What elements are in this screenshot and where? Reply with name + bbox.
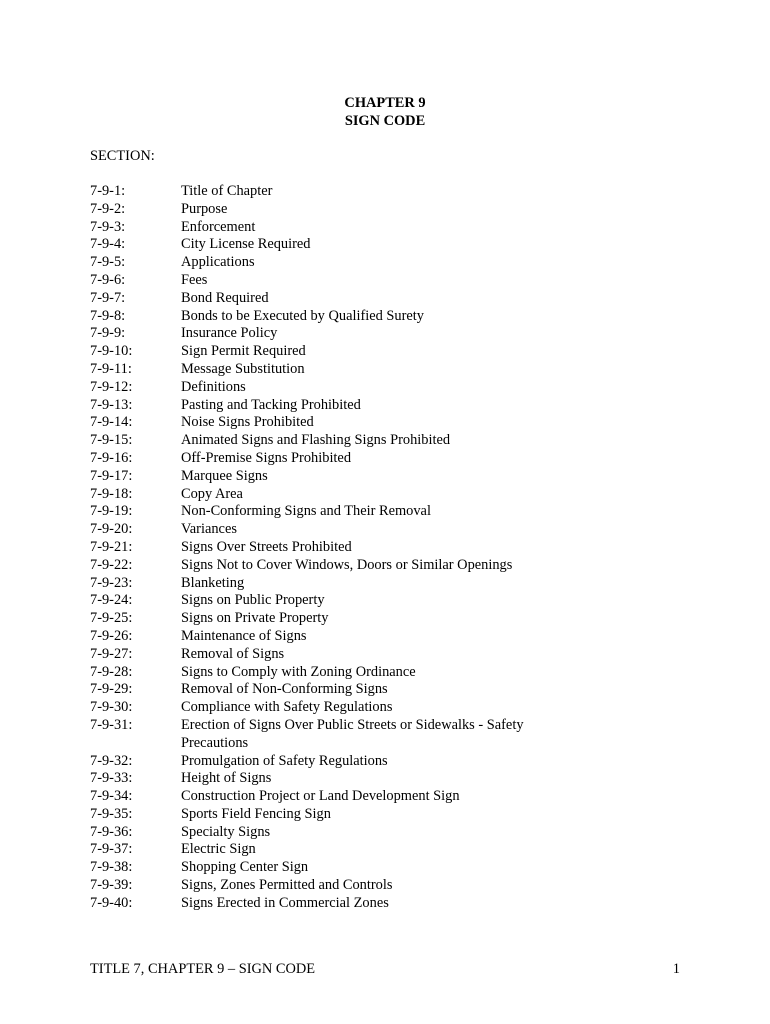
section-entry: [90, 646, 570, 664]
section-entry: [90, 254, 570, 272]
section-number: 7-9-18:: [90, 485, 133, 502]
section-number: 7-9-23:: [90, 574, 133, 591]
section-entry: [90, 486, 570, 504]
section-title: Applications: [181, 254, 255, 271]
section-entry: [90, 201, 570, 219]
section-number: 7-9-5:: [90, 254, 126, 271]
section-entry: [90, 397, 570, 415]
section-list: [90, 183, 570, 913]
section-number: 7-9-2:: [90, 200, 126, 217]
section-title: Fees: [181, 271, 208, 288]
section-title: Signs Erected in Commercial Zones: [181, 894, 389, 911]
section-number: 7-9-30:: [90, 699, 133, 716]
section-title: Height of Signs: [181, 770, 272, 787]
section-number: 7-9-35:: [90, 805, 133, 822]
section-entry: [90, 895, 570, 913]
section-number: 7-9-8:: [90, 307, 126, 324]
section-entry: [90, 841, 570, 859]
section-entry: [90, 717, 570, 753]
section-number: 7-9-33:: [90, 770, 133, 787]
section-title: Shopping Center Sign: [181, 859, 309, 876]
section-number: 7-9-4:: [90, 236, 126, 253]
section-entry: [90, 681, 570, 699]
section-title: Construction Project or Land Development Sign: [181, 788, 460, 805]
section-entry: [90, 219, 570, 237]
section-number: 7-9-19:: [90, 503, 133, 520]
section-number: 7-9-37:: [90, 841, 133, 858]
section-title: Sign Permit Required: [181, 343, 306, 360]
section-number: 7-9-7:: [90, 289, 126, 306]
section-entry: [90, 236, 570, 254]
chapter-heading: [0, 94, 770, 130]
section-entry: [90, 414, 570, 432]
section-number: 7-9-6:: [90, 271, 126, 288]
section-entry: [90, 361, 570, 379]
section-entry: [90, 753, 570, 771]
section-entry: [90, 824, 570, 842]
section-number: 7-9-1:: [90, 183, 126, 199]
section-entry: [90, 432, 570, 450]
section-entry: [90, 592, 570, 610]
section-title: Promulgation of Safety Regulations: [181, 752, 388, 769]
section-entry: [90, 450, 570, 468]
section-title: Insurance Policy: [181, 325, 278, 342]
section-number: 7-9-20:: [90, 521, 133, 538]
section-number: 7-9-17:: [90, 467, 133, 484]
section-entry: [90, 521, 570, 539]
section-number: 7-9-32:: [90, 752, 133, 769]
section-entry: [90, 610, 570, 628]
section-title: Erection of Signs Over Public Streets or Sidewalks - Safety Precautions: [181, 716, 524, 751]
section-title: Definitions: [181, 378, 246, 395]
section-title: Blanketing: [181, 574, 245, 591]
section-title: Sports Field Fencing Sign: [181, 805, 331, 822]
section-number: 7-9-25:: [90, 610, 133, 627]
section-number: 7-9-21:: [90, 538, 133, 555]
section-title: Signs Not to Cover Windows, Doors or Similar Openings: [181, 556, 513, 573]
section-number: 7-9-10:: [90, 343, 133, 360]
section-entry: [90, 806, 570, 824]
section-entry: [90, 308, 570, 326]
section-entry: [90, 770, 570, 788]
section-entry: [90, 628, 570, 646]
section-number: 7-9-36:: [90, 823, 133, 840]
section-number: 7-9-3:: [90, 218, 126, 235]
section-title: Non-Conforming Signs and Their Removal: [181, 503, 431, 520]
section-number: 7-9-38:: [90, 859, 133, 876]
section-number: 7-9-22:: [90, 556, 133, 573]
section-title: Removal of Non-Conforming Signs: [181, 681, 388, 698]
section-entry: [90, 557, 570, 575]
section-entry: [90, 183, 570, 201]
section-title: Compliance with Safety Regulations: [181, 699, 393, 716]
section-entry: [90, 379, 570, 397]
section-entry: [90, 788, 570, 806]
section-number: 7-9-9:: [90, 325, 126, 342]
section-title: Signs to Comply with Zoning Ordinance: [181, 663, 416, 680]
section-title: Electric Sign: [181, 841, 256, 858]
section-title: Signs, Zones Permitted and Controls: [181, 877, 393, 894]
section-number: 7-9-39:: [90, 877, 133, 894]
page-footer: [90, 960, 680, 978]
section-title: Bonds to be Executed by Qualified Surety: [181, 307, 424, 324]
section-title: Bond Required: [181, 289, 269, 306]
section-title: Animated Signs and Flashing Signs Prohibited: [181, 432, 451, 449]
footer-title: TITLE 7, CHAPTER 9 – SIGN CODE: [90, 961, 316, 977]
section-title: Enforcement: [181, 218, 256, 235]
section-title: Signs on Private Property: [181, 610, 329, 627]
section-number: 7-9-28:: [90, 663, 133, 680]
section-number: 7-9-29:: [90, 681, 133, 698]
section-entry: [90, 699, 570, 717]
section-title: Maintenance of Signs: [181, 627, 307, 644]
section-entry: [90, 539, 570, 557]
section-number: 7-9-14:: [90, 414, 133, 431]
section-number: 7-9-24:: [90, 592, 133, 609]
section-number: 7-9-27:: [90, 645, 133, 662]
section-title: Title of Chapter: [181, 183, 273, 199]
section-title: Marquee Signs: [181, 467, 268, 484]
section-title: Removal of Signs: [181, 645, 285, 662]
section-title: Variances: [181, 521, 237, 538]
section-title: Signs Over Streets Prohibited: [181, 538, 352, 555]
section-title: Pasting and Tacking Prohibited: [181, 396, 361, 413]
chapter-number: CHAPTER 9: [344, 95, 426, 111]
section-title: Purpose: [181, 200, 228, 217]
section-number: 7-9-12:: [90, 378, 133, 395]
section-number: 7-9-40:: [90, 894, 133, 911]
section-entry: [90, 343, 570, 361]
section-entry: [90, 877, 570, 895]
section-number: 7-9-15:: [90, 432, 133, 449]
section-label: SECTION:: [90, 148, 155, 164]
section-number: 7-9-31:: [90, 716, 133, 733]
section-entry: [90, 503, 570, 521]
section-entry: [90, 664, 570, 682]
section-number: 7-9-13:: [90, 396, 133, 413]
section-title: Copy Area: [181, 485, 243, 502]
section-number: 7-9-26:: [90, 627, 133, 644]
page-number: 1: [672, 961, 680, 977]
section-title: Noise Signs Prohibited: [181, 414, 314, 431]
section-entry: [90, 468, 570, 486]
section-entry: [90, 290, 570, 308]
section-number: 7-9-16:: [90, 449, 133, 466]
section-number: 7-9-34:: [90, 788, 133, 805]
section-entry: [90, 325, 570, 343]
section-entry: [90, 575, 570, 593]
section-title: City License Required: [181, 236, 311, 253]
chapter-title: SIGN CODE: [344, 113, 426, 129]
section-title: Signs on Public Property: [181, 592, 325, 609]
section-entry: [90, 859, 570, 877]
section-title: Off-Premise Signs Prohibited: [181, 449, 352, 466]
section-entry: [90, 272, 570, 290]
section-number: 7-9-11:: [90, 360, 132, 377]
section-title: Message Substitution: [181, 360, 305, 377]
section-title: Specialty Signs: [181, 823, 271, 840]
